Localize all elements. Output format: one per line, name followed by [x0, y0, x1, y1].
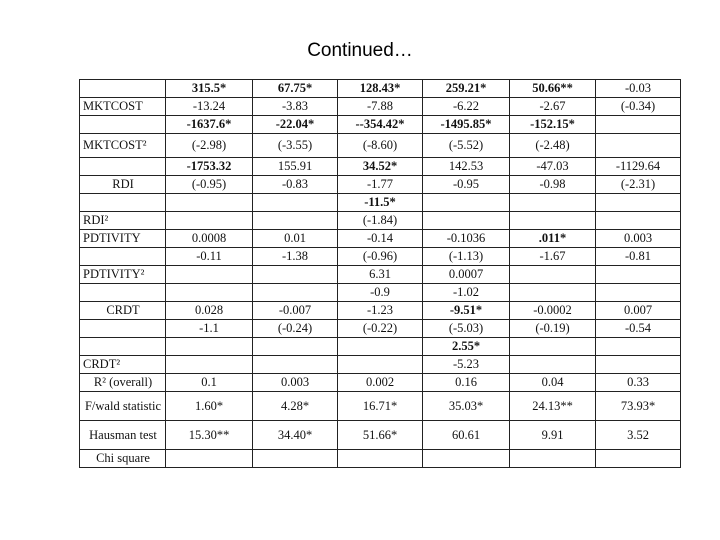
table-cell: -152.15*: [510, 116, 596, 134]
table-cell: [423, 450, 510, 468]
row-label: RDI²: [80, 212, 166, 230]
table-cell: 1.60*: [166, 392, 253, 421]
table-cell: 34.52*: [338, 158, 423, 176]
table-cell: 3.52: [596, 421, 681, 450]
table-cell: [510, 450, 596, 468]
table-cell: (-0.34): [596, 98, 681, 116]
table-cell: -0.95: [423, 176, 510, 194]
row-label: PDTIVITY: [80, 230, 166, 248]
table-cell: [596, 356, 681, 374]
table-row: [80, 248, 681, 266]
table-cell: -0.98: [510, 176, 596, 194]
table-row: [80, 374, 681, 392]
row-label: [80, 248, 166, 266]
table-cell: [338, 356, 423, 374]
table-row: [80, 392, 681, 421]
table-row: [80, 302, 681, 320]
table-cell: -0.0002: [510, 302, 596, 320]
table-cell: -0.9: [338, 284, 423, 302]
table-cell: -1.77: [338, 176, 423, 194]
table-cell: (-2.31): [596, 176, 681, 194]
table-cell: [253, 212, 338, 230]
row-label: [80, 338, 166, 356]
row-label: [80, 116, 166, 134]
table-cell: (-3.55): [253, 134, 338, 158]
table-cell: -1129.64: [596, 158, 681, 176]
table-cell: 50.66**: [510, 80, 596, 98]
row-label: MKTCOST: [80, 98, 166, 116]
table-row: [80, 284, 681, 302]
table-cell: [596, 284, 681, 302]
table-cell: -1.23: [338, 302, 423, 320]
table-cell: -13.24: [166, 98, 253, 116]
table-cell: (-1.13): [423, 248, 510, 266]
table-cell: 67.75*: [253, 80, 338, 98]
table-row: [80, 134, 681, 158]
table-cell: (-5.52): [423, 134, 510, 158]
table-cell: 4.28*: [253, 392, 338, 421]
table-cell: .011*: [510, 230, 596, 248]
table-cell: [166, 338, 253, 356]
table-cell: -0.83: [253, 176, 338, 194]
table-cell: -0.03: [596, 80, 681, 98]
row-label: MKTCOST²: [80, 134, 166, 158]
table-cell: [338, 338, 423, 356]
table-cell: [166, 284, 253, 302]
table-cell: 2.55*: [423, 338, 510, 356]
table-cell: -6.22: [423, 98, 510, 116]
table-cell: -0.54: [596, 320, 681, 338]
table-cell: [166, 266, 253, 284]
table-cell: 15.30**: [166, 421, 253, 450]
table-cell: 60.61: [423, 421, 510, 450]
table-cell: 142.53: [423, 158, 510, 176]
table-cell: 155.91: [253, 158, 338, 176]
table-cell: -11.5*: [338, 194, 423, 212]
table-cell: -9.51*: [423, 302, 510, 320]
table-cell: [253, 356, 338, 374]
table-cell: (-2.98): [166, 134, 253, 158]
table-cell: [166, 194, 253, 212]
table-cell: [253, 338, 338, 356]
table-row: [80, 80, 681, 98]
table-cell: 0.002: [338, 374, 423, 392]
table-cell: -2.67: [510, 98, 596, 116]
table-cell: 16.71*: [338, 392, 423, 421]
table-cell: (-1.84): [338, 212, 423, 230]
row-label: Chi square: [80, 450, 166, 468]
table-cell: -5.23: [423, 356, 510, 374]
table-cell: (-0.19): [510, 320, 596, 338]
table-cell: [253, 284, 338, 302]
table-cell: (-8.60): [338, 134, 423, 158]
table-cell: [423, 194, 510, 212]
table-row: [80, 176, 681, 194]
table-row: [80, 421, 681, 450]
table-cell: (-5.03): [423, 320, 510, 338]
table-cell: 51.66*: [338, 421, 423, 450]
table-cell: [253, 266, 338, 284]
table-cell: [596, 338, 681, 356]
table-cell: 6.31: [338, 266, 423, 284]
table-row: [80, 212, 681, 230]
table-cell: -1.02: [423, 284, 510, 302]
table-cell: [510, 194, 596, 212]
table-cell: -3.83: [253, 98, 338, 116]
table-cell: 73.93*: [596, 392, 681, 421]
row-label: F/wald statistic: [80, 392, 166, 421]
table-cell: 35.03*: [423, 392, 510, 421]
row-label: CRDT: [80, 302, 166, 320]
table-row: [80, 320, 681, 338]
table-row: [80, 158, 681, 176]
table-cell: (-2.48): [510, 134, 596, 158]
table-row: [80, 98, 681, 116]
table-cell: [596, 134, 681, 158]
table-row: [80, 194, 681, 212]
table-cell: -1753.32: [166, 158, 253, 176]
table-cell: 34.40*: [253, 421, 338, 450]
table-cell: -0.14: [338, 230, 423, 248]
row-label: [80, 80, 166, 98]
table-cell: 0.01: [253, 230, 338, 248]
table-cell: 128.43*: [338, 80, 423, 98]
table-cell: --354.42*: [338, 116, 423, 134]
table-cell: [596, 450, 681, 468]
table-cell: -47.03: [510, 158, 596, 176]
table-cell: [423, 212, 510, 230]
table-cell: [510, 284, 596, 302]
table-cell: [253, 194, 338, 212]
table-row: [80, 338, 681, 356]
table-cell: [596, 212, 681, 230]
row-label: [80, 320, 166, 338]
table-cell: -1.67: [510, 248, 596, 266]
table-cell: [596, 266, 681, 284]
row-label: [80, 194, 166, 212]
table-cell: 0.16: [423, 374, 510, 392]
table-cell: 315.5*: [166, 80, 253, 98]
table-cell: (-0.96): [338, 248, 423, 266]
table-cell: [510, 266, 596, 284]
table-cell: 0.028: [166, 302, 253, 320]
table-cell: 24.13**: [510, 392, 596, 421]
table-cell: [510, 356, 596, 374]
table-cell: [166, 450, 253, 468]
table-cell: 0.0008: [166, 230, 253, 248]
regression-results-table: [79, 79, 681, 468]
table-cell: [253, 450, 338, 468]
table-cell: 0.003: [596, 230, 681, 248]
table-row: [80, 266, 681, 284]
table-cell: -1.1: [166, 320, 253, 338]
table-cell: 0.007: [596, 302, 681, 320]
table-cell: [510, 212, 596, 230]
table-cell: 0.33: [596, 374, 681, 392]
table-cell: (-0.95): [166, 176, 253, 194]
table-cell: -1.38: [253, 248, 338, 266]
table-cell: -0.11: [166, 248, 253, 266]
row-label: [80, 158, 166, 176]
table-cell: -0.007: [253, 302, 338, 320]
table-cell: [166, 212, 253, 230]
table-cell: -0.1036: [423, 230, 510, 248]
table-cell: -7.88: [338, 98, 423, 116]
table-row: [80, 356, 681, 374]
table-cell: [166, 356, 253, 374]
table-cell: -22.04*: [253, 116, 338, 134]
row-label: RDI: [80, 176, 166, 194]
table-row: [80, 230, 681, 248]
row-label: R² (overall): [80, 374, 166, 392]
table-cell: 259.21*: [423, 80, 510, 98]
row-label: [80, 284, 166, 302]
table-cell: [596, 194, 681, 212]
table-row: [80, 450, 681, 468]
row-label: CRDT²: [80, 356, 166, 374]
table-row: [80, 116, 681, 134]
table-cell: 0.1: [166, 374, 253, 392]
table-cell: 0.003: [253, 374, 338, 392]
table-cell: (-0.22): [338, 320, 423, 338]
table-cell: 0.04: [510, 374, 596, 392]
table-cell: 0.0007: [423, 266, 510, 284]
table-cell: [338, 450, 423, 468]
table-cell: -1637.6*: [166, 116, 253, 134]
table-cell: -0.81: [596, 248, 681, 266]
table-cell: (-0.24): [253, 320, 338, 338]
table-cell: [510, 338, 596, 356]
table-cell: [596, 116, 681, 134]
page-title: Continued…: [307, 40, 413, 61]
row-label: PDTIVITY²: [80, 266, 166, 284]
table-cell: 9.91: [510, 421, 596, 450]
table-cell: -1495.85*: [423, 116, 510, 134]
row-label: Hausman test: [80, 421, 166, 450]
